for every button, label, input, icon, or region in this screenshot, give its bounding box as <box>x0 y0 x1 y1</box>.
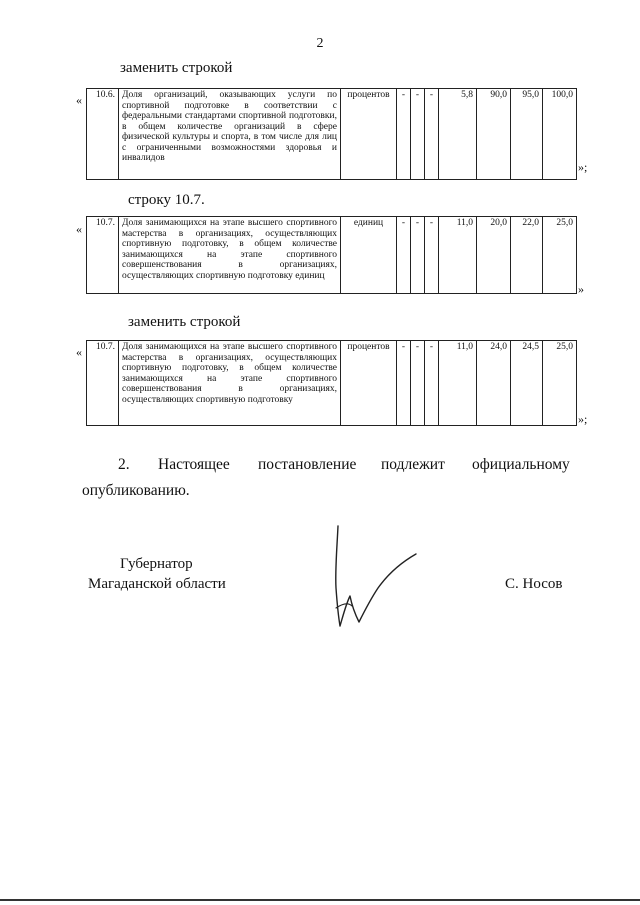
row-value-4: 25,0 <box>543 217 577 294</box>
signer-title-line-2: Магаданской области <box>88 576 226 592</box>
heading-replace-1: заменить строкой <box>120 60 233 76</box>
paragraph-line-2: опубликованию. <box>82 482 190 499</box>
row-cell-1: - <box>397 89 411 180</box>
open-quote-2: « <box>76 222 82 236</box>
paragraph-word-1: Настоящее <box>158 456 230 473</box>
row-value-4: 25,0 <box>543 341 577 426</box>
signer-name: С. Носов <box>505 576 563 592</box>
paragraph-word-3: подлежит <box>381 456 445 473</box>
row-value-1: 11,0 <box>439 341 477 426</box>
row-cell-3: - <box>425 89 439 180</box>
row-cell-3: - <box>425 341 439 426</box>
row-value-2: 90,0 <box>477 89 511 180</box>
row-unit: процентов <box>341 89 397 180</box>
paragraph-number: 2. <box>118 456 130 473</box>
row-unit: процентов <box>341 341 397 426</box>
row-cell-1: - <box>397 217 411 294</box>
close-quote-3: »; <box>578 412 588 426</box>
row-cell-2: - <box>411 341 425 426</box>
signer-title-line-1: Губернатор <box>120 556 193 572</box>
row-code: 10.6. <box>87 89 119 180</box>
row-value-1: 11,0 <box>439 217 477 294</box>
table-row <box>87 89 577 180</box>
paragraph-word-2: постановление <box>258 456 357 473</box>
row-description: Доля организаций, оказывающих услуги по спортивной подготовке в соответствии с федеральными стандартами спортивной подготовки, в общем количестве организаций в сфере физической культуры и спорта, в том числе для лиц с ограниченными возможностями здоровья и инвалидов <box>119 89 341 180</box>
paragraph-word-4: официальному <box>472 456 570 473</box>
row-cell-1: - <box>397 341 411 426</box>
heading-replace-2: заменить строкой <box>128 314 241 330</box>
row-code: 10.7. <box>87 341 119 426</box>
indicator-table-10-7-new <box>86 340 577 426</box>
indicator-table-10-6 <box>86 88 577 180</box>
open-quote-3: « <box>76 345 82 359</box>
row-description: Доля занимающихся на этапе высшего спортивного мастерства в организациях, осуществляющих спортивную подготовку, в общем количестве занимающихся на этапе спортивного совершенствования в организациях, осуществляющих спортивную подготовку <box>119 341 341 426</box>
row-value-3: 24,5 <box>511 341 543 426</box>
open-quote-1: « <box>76 93 82 107</box>
row-value-3: 22,0 <box>511 217 543 294</box>
indicator-table-10-7-old <box>86 216 577 294</box>
row-cell-2: - <box>411 89 425 180</box>
row-value-1: 5,8 <box>439 89 477 180</box>
row-value-2: 20,0 <box>477 217 511 294</box>
table-row <box>87 341 577 426</box>
page-number: 2 <box>316 36 324 51</box>
row-value-2: 24,0 <box>477 341 511 426</box>
close-quote-1: »; <box>578 160 588 174</box>
row-cell-3: - <box>425 217 439 294</box>
close-quote-2: » <box>578 282 584 296</box>
table-row <box>87 217 577 294</box>
handwritten-signature <box>318 518 434 634</box>
page-bottom-rule <box>0 899 640 901</box>
heading-row-10-7: строку 10.7. <box>128 192 205 208</box>
row-value-3: 95,0 <box>511 89 543 180</box>
row-unit: единиц <box>341 217 397 294</box>
row-description: Доля занимающихся на этапе высшего спортивного мастерства в организациях, осуществляющих спортивную подготовку, в общем количестве занимающихся на этапе спортивного совершенствования в организациях, осуществляющих спортивную подготовку единиц <box>119 217 341 294</box>
row-code: 10.7. <box>87 217 119 294</box>
row-value-4: 100,0 <box>543 89 577 180</box>
row-cell-2: - <box>411 217 425 294</box>
